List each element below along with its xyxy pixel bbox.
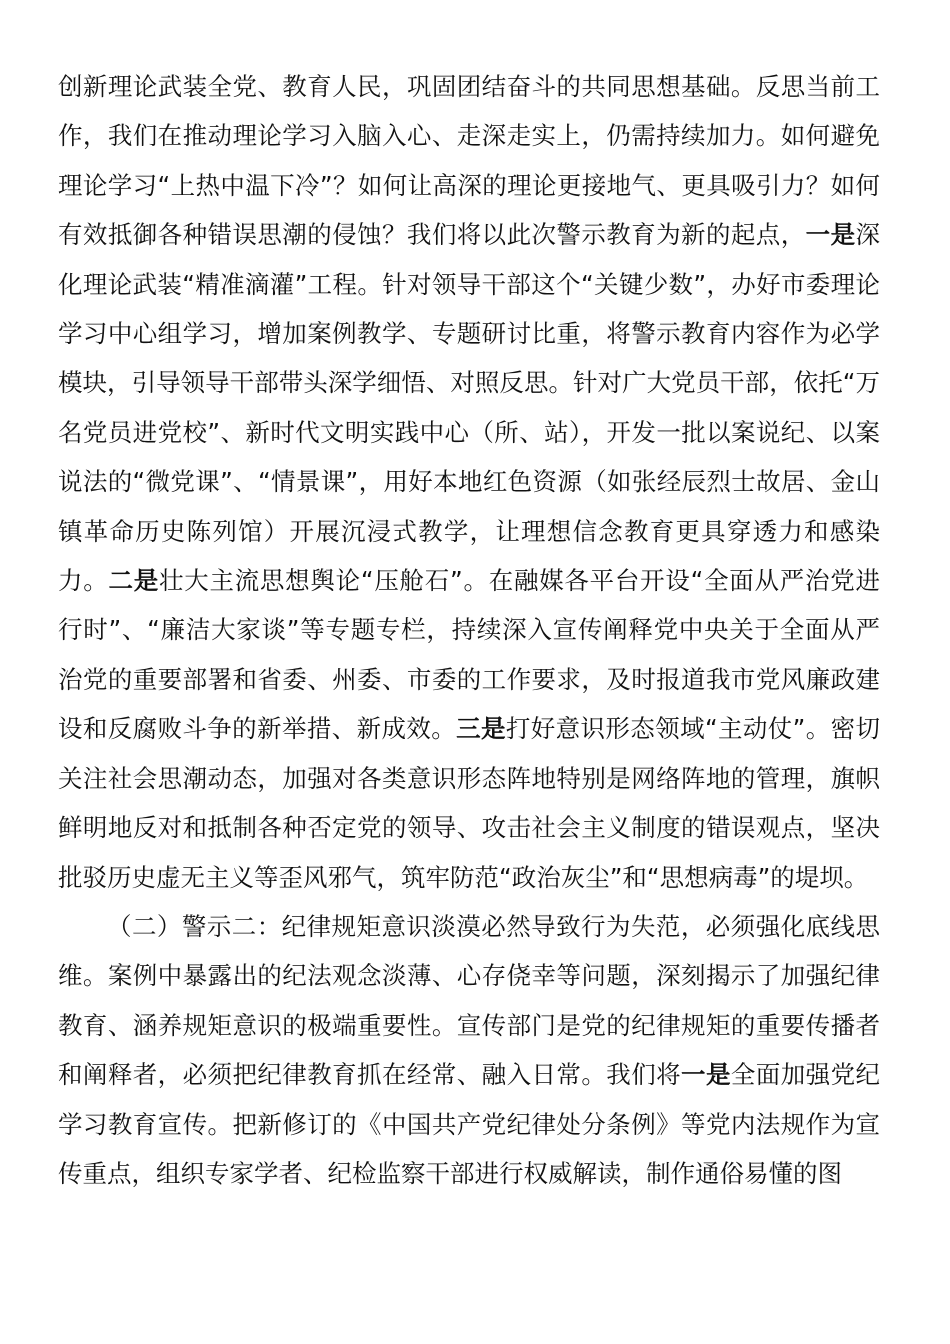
paragraph-text: （二）警示二：纪律规矩意识淡漠必然导致行为失范，必须强化底线思维。案例中暴露出的纪法观念淡薄、心存侥幸等问题，深刻揭示了加强纪律教育、涵养规矩意识的极端重要性。宣传部门是党的纪律规矩的重要传播者和阐释者，必须把纪律教育抓在经常、融入日常。我们将 [58,911,880,1090]
paragraph-text: 深化理论武装“精准滴灌”工程。针对领导干部这个“关键少数”，办好市委理论学习中心组学习，增加案例教学、专题研讨比重，将警示教育内容作为必学模块，引导领导干部带头深学细悟、对照反思。针对广大党员干部，依托“万名党员进党校”、新时代文明实践中心（所、站），开发一批以案说纪、以案说法的“微党课”、“情景课”，用好本地红色资源（如张经辰烈士故居、金山镇革命历史陈列馆）开展沉浸式教学，让理想信念教育更具穿透力和感染力。 [58,220,880,596]
document-page [58,62,880,1198]
paragraph-text: 全面加强党纪学习教育宣传。把新修订的《中国共产党纪律处分条例》等党内法规作为宣传重点，组织专家学者、纪检监察干部进行权威解读，制作通俗易懂的图 [58,1060,880,1188]
ordinal-first: 一是 [681,1060,731,1090]
paragraph-text: 创新理论武装全党、教育人民，巩固团结奋斗的共同思想基础。反思当前工作，我们在推动理论学习入脑入心、走深走实上，仍需持续加力。如何避免理论学习“上热中温下冷”？如何让高深的理论更接地气、更具吸引力？如何有效抵御各种错误思潮的侵蚀？我们将以此次警示教育为新的起点， [58,72,880,250]
ordinal-third: 三是 [456,714,506,744]
paragraph-theory-armament [58,62,880,902]
ordinal-first: 一是 [805,220,856,250]
paragraph-text: 打好意识形态领域“主动仗”。密切关注社会思潮动态，加强对各类意识形态阵地特别是网络阵地的管理，旗帜鲜明地反对和抵制各种否定党的领导、攻击社会主义制度的错误观点，坚决批驳历史虚无主义等歪风邪气，筑牢防范“政治灰尘”和“思想病毒”的堤坝。 [58,714,881,892]
paragraph-warning-two [58,902,880,1198]
paragraph-text: 壮大主流思想舆论“压舱石”。在融媒各平台开设“全面从严治党进行时”、“廉洁大家谈”等专题专栏，持续深入宣传阐释党中央关于全面从严治党的重要部署和省委、州委、市委的工作要求，及时报道我市党风廉政建设和反腐败斗争的新举措、新成效。 [58,566,881,744]
ordinal-second: 二是 [108,566,159,596]
